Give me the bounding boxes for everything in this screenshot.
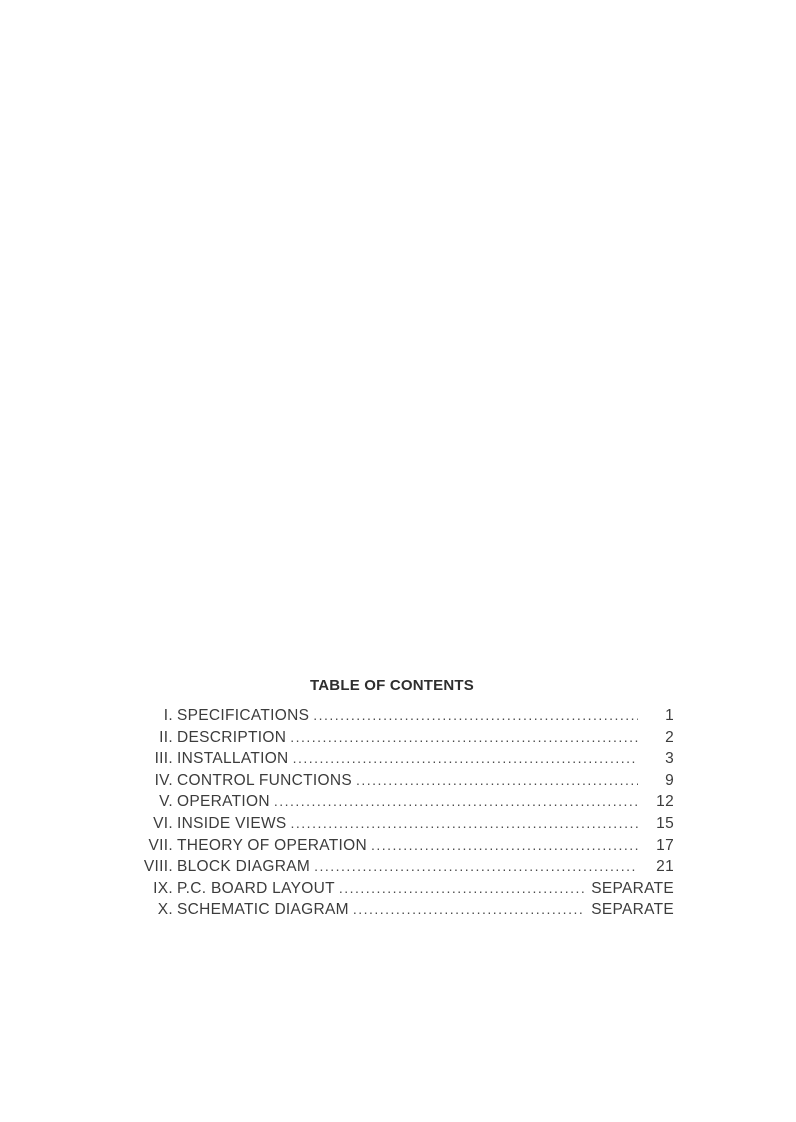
toc-dot-leader <box>290 729 638 745</box>
toc-entry <box>128 707 674 729</box>
toc-entry-page: 12 <box>656 793 674 811</box>
toc-entry <box>128 901 674 923</box>
toc-entry-number: VIII. <box>143 858 173 876</box>
toc-entry-label: BLOCK DIAGRAM <box>177 858 311 876</box>
toc-entry <box>128 729 674 751</box>
toc-entry-page: 3 <box>665 750 674 768</box>
toc-entry <box>128 772 674 794</box>
toc-dot-leader <box>353 901 585 917</box>
toc-entry-number: IX. <box>153 879 173 897</box>
toc-entry-page: 2 <box>665 728 674 746</box>
toc-entry-page: SEPARATE <box>591 901 674 919</box>
toc-entry <box>128 837 674 859</box>
toc-dot-leader <box>339 880 585 896</box>
toc-dot-leader <box>274 793 638 809</box>
toc-entry-page: 9 <box>665 771 674 789</box>
toc-entry-label: INSTALLATION <box>177 750 289 768</box>
toc-dot-leader <box>291 815 638 831</box>
toc-entry-number: V. <box>159 793 173 811</box>
toc-entry-label: INSIDE VIEWS <box>177 814 287 832</box>
toc-dot-leader <box>356 772 638 788</box>
toc-entry-number: III. <box>154 750 173 768</box>
toc-entry-page: 21 <box>656 858 674 876</box>
toc-entry-label: SCHEMATIC DIAGRAM <box>177 901 349 919</box>
toc-entry-number: IV. <box>154 771 173 789</box>
toc-entry-number: VI. <box>153 814 173 832</box>
toc-entry-label: THEORY OF OPERATION <box>177 836 368 854</box>
toc-entry <box>128 858 674 880</box>
toc-entry-label: P.C. BOARD LAYOUT <box>177 879 335 897</box>
toc-dot-leader <box>371 837 638 853</box>
toc-entry-number: X. <box>157 901 173 919</box>
toc-dot-leader <box>314 858 638 874</box>
toc-entry-label: CONTROL FUNCTIONS <box>177 771 353 789</box>
toc-list <box>128 707 674 923</box>
toc-entry-number: VII. <box>148 836 173 854</box>
toc-entry <box>128 793 674 815</box>
toc-entry-label: SPECIFICATIONS <box>177 707 310 724</box>
toc-dot-leader <box>313 707 638 723</box>
toc-entry <box>128 815 674 837</box>
toc-title: TABLE OF CONTENTS <box>310 677 474 694</box>
toc-entry <box>128 880 674 902</box>
toc-entry-page: 1 <box>665 707 674 724</box>
toc-entry-page: 17 <box>656 836 674 854</box>
toc-dot-leader <box>293 750 638 766</box>
toc-entry-page: 15 <box>656 814 674 832</box>
toc-entry-number: II. <box>159 728 173 746</box>
toc-entry-page: SEPARATE <box>591 879 674 897</box>
toc-entry <box>128 750 674 772</box>
toc-entry-label: DESCRIPTION <box>177 728 287 746</box>
toc-entry-number: I. <box>163 707 173 724</box>
toc-entry-label: OPERATION <box>177 793 270 811</box>
